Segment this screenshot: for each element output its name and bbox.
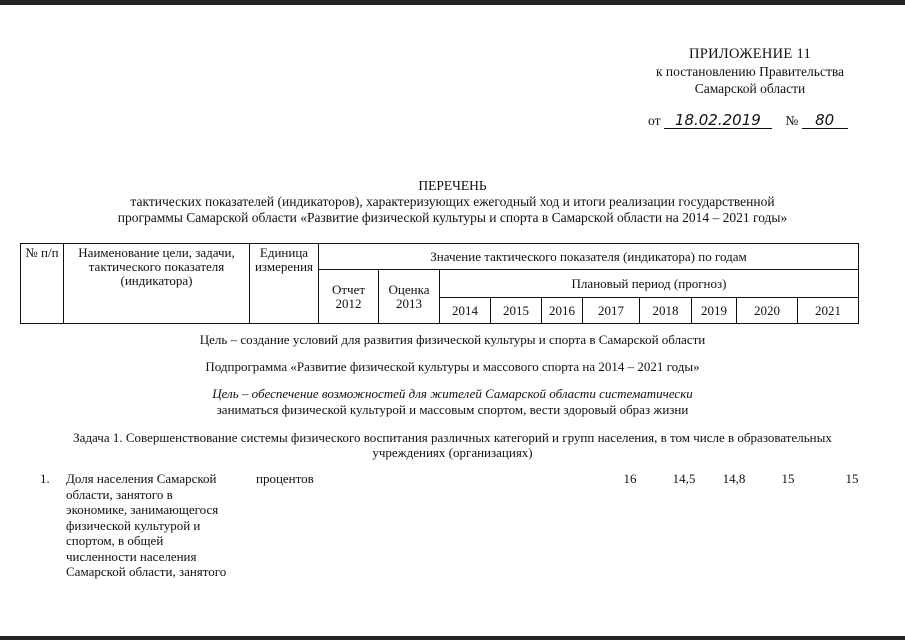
row-name-line: экономике, занимающегося <box>66 502 219 517</box>
year-cell: 2019 <box>692 298 737 324</box>
row-unit: процентов <box>256 471 314 486</box>
appendix-line-2: Самарской области <box>694 81 806 96</box>
handwritten-number: 80 <box>802 112 848 129</box>
row-name-line: физической культурой и <box>66 517 201 533</box>
date-label: от <box>648 113 661 128</box>
year-cell: 2014 <box>440 298 491 324</box>
header-col-estimate: Оценка 2013 <box>379 270 440 324</box>
goal-2-line-2: заниматься физической культурой и массовым спортом, вести здоровый образ жизни <box>216 402 689 417</box>
year-cell: 2018 <box>640 298 692 324</box>
indicators-table-header <box>20 243 859 324</box>
row-name-line: Самарской области, занятого <box>66 564 227 579</box>
goal-1: Цель – создание условий для развития физической культуры и спорта в Самарской области <box>199 332 706 347</box>
goal-2-line-1: Цель – обеспечение возможностей для жителей Самарской области систематически <box>212 386 693 401</box>
header-col-unit: Единица измерения <box>250 244 319 324</box>
year-cell: 2021 <box>798 298 859 324</box>
row-number: 1. <box>40 471 50 486</box>
row-value: 15 <box>845 471 859 486</box>
top-border <box>0 0 905 5</box>
row-name-line: спортом, в общей <box>66 533 164 548</box>
row-value: 14,5 <box>672 471 696 486</box>
number-label: № <box>785 113 799 128</box>
header-col-plan: Плановый период (прогноз) <box>440 270 859 298</box>
signature-line <box>648 112 848 129</box>
appendix-line-1: к постановлению Правительства <box>655 64 845 79</box>
row-value: 14,8 <box>722 471 746 486</box>
header-col-no: № п/п <box>21 244 64 324</box>
row-name-line: численности населения <box>66 548 197 564</box>
row-value: 15 <box>781 471 795 486</box>
heading-title: ПЕРЕЧЕНЬ <box>418 178 487 193</box>
year-cell: 2017 <box>583 298 640 324</box>
row-name-line: Доля населения Самарской <box>66 471 217 486</box>
bottom-border <box>0 636 905 640</box>
task-1-line-1: Задача 1. Совершенствование системы физического воспитания различных категорий и групп населения, в том числе в образовательных <box>73 430 832 445</box>
document-heading <box>0 178 905 226</box>
header-col-values: Значение тактического показателя (индикатора) по годам <box>319 244 859 270</box>
row-value: 16 <box>623 471 637 486</box>
task-1-line-2: учреждениях (организациях) <box>372 445 533 460</box>
row-name-line: области, занятого в <box>66 486 173 502</box>
year-cell: 2015 <box>491 298 542 324</box>
row-indicator-name <box>66 471 251 580</box>
subprogram-title: Подпрограмма «Развитие физической культуры и массового спорта на 2014 – 2021 годы» <box>205 359 700 374</box>
header-col-report: Отчет 2012 <box>319 270 379 324</box>
year-cell: 2020 <box>737 298 798 324</box>
heading-line-2: программы Самарской области «Развитие физической культуры и спорта в Самарской области на 2014 – 2021 годы» <box>117 210 788 225</box>
handwritten-date: 18.02.2019 <box>664 112 772 129</box>
header-col-name: Наименование цели, задачи, тактического показателя (индикатора) <box>64 244 250 324</box>
appendix-title: ПРИЛОЖЕНИЕ 11 <box>688 46 812 62</box>
appendix-block <box>640 46 860 97</box>
heading-line-1: тактических показателей (индикаторов), характеризующих ежегодный ход и итоги реализации государственной <box>130 194 775 209</box>
year-cell: 2016 <box>542 298 583 324</box>
